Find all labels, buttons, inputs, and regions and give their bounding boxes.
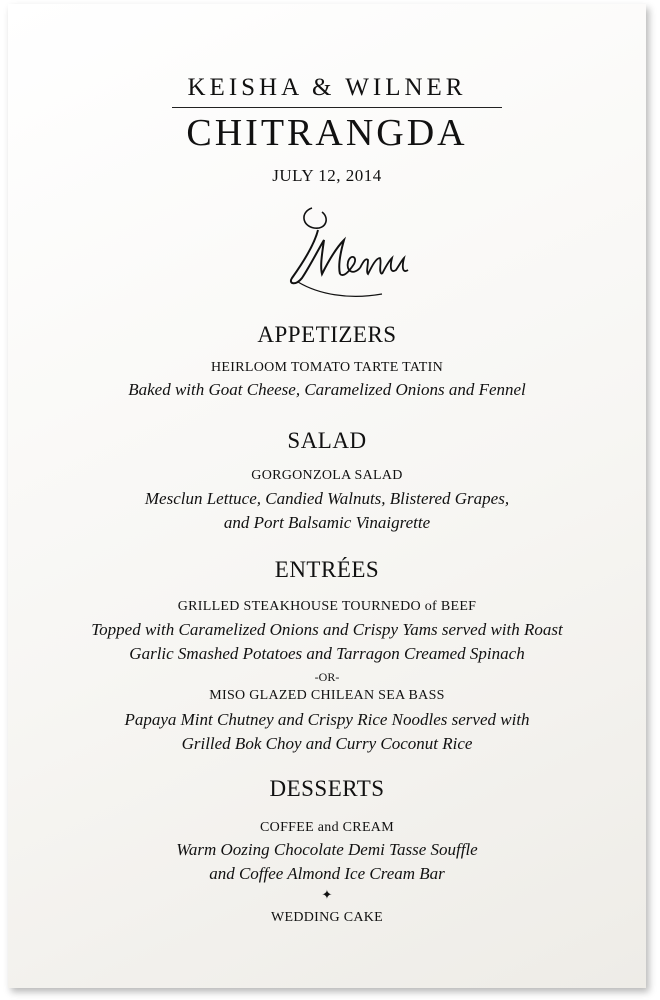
family-name: CHITRANGDA <box>186 112 468 154</box>
couple-names: KEISHA & WILNER <box>187 74 467 101</box>
dish-name: COFFEE and CREAM <box>260 820 394 835</box>
section-heading-salad: SALAD <box>287 428 367 453</box>
section-heading-desserts: DESSERTS <box>269 776 385 801</box>
entree-or-separator: -OR- <box>314 670 340 684</box>
dish-description: Grilled Bok Choy and Curry Coconut Rice <box>181 734 473 753</box>
dish-name: WEDDING CAKE <box>270 910 384 925</box>
event-date: JULY 12, 2014 <box>272 166 382 185</box>
svg-text:Menu: Menu <box>278 194 281 195</box>
dish-name: GRILLED STEAKHOUSE TOURNEDO of BEEF <box>177 599 477 614</box>
dish-description: Warm Oozing Chocolate Demi Tasse Souffle <box>176 840 478 859</box>
section-heading-appetizers: APPETIZERS <box>257 322 397 347</box>
dish-description: and Port Balsamic Vinaigrette <box>223 513 431 532</box>
menu-card <box>8 4 646 988</box>
dish-description: Mesclun Lettuce, Candied Walnuts, Blistered Grapes, <box>144 489 510 508</box>
dish-name: MISO GLAZED CHILEAN SEA BASS <box>209 688 445 703</box>
dish-name: HEIRLOOM TOMATO TARTE TATIN <box>210 360 443 375</box>
dish-description: and Coffee Almond Ice Cream Bar <box>209 864 445 883</box>
dish-description: Papaya Mint Chutney and Crispy Rice Noodles served with <box>124 710 530 729</box>
title-divider <box>172 107 502 108</box>
diamond-ornament-icon: ✦ <box>321 888 333 903</box>
dish-description: Topped with Caramelized Onions and Crispy Yams served with Roast <box>91 620 563 639</box>
section-heading-entrees: ENTRÉES <box>274 557 380 582</box>
menu-content <box>8 4 646 988</box>
dish-description: Garlic Smashed Potatoes and Tarragon Creamed Spinach <box>129 644 525 663</box>
dish-name: GORGONZOLA SALAD <box>251 468 403 483</box>
menu-script-title <box>278 194 418 314</box>
dish-description: Baked with Goat Cheese, Caramelized Onions and Fennel <box>128 380 526 399</box>
